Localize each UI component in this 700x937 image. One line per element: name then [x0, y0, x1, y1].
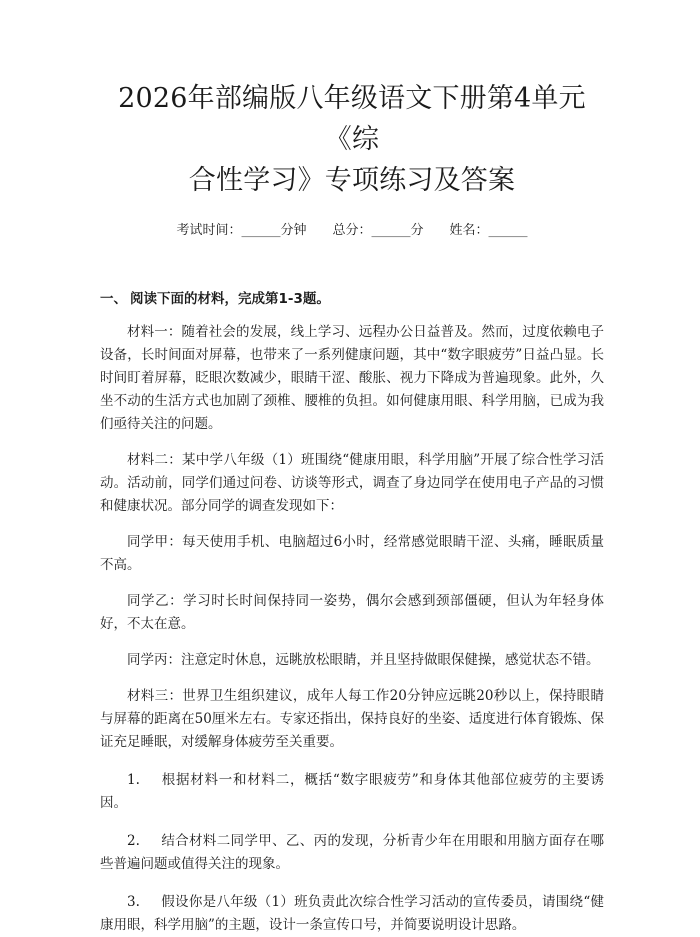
- question-2-number: 2.: [127, 833, 140, 849]
- question-1: [100, 769, 604, 815]
- question-3-number: 3.: [127, 894, 140, 910]
- student-name-field: 姓名：______: [449, 223, 528, 238]
- material-2-paragraph: 材料二：某中学八年级（1）班围绕“健康用眼，科学用脑”开展了综合性学习活动。活动前，同学们通过问卷、访谈等形式，调查了身边同学在使用电子产品的习惯和健康状况。部分同学的调查发现如下：: [100, 452, 604, 514]
- student-b-paragraph: 同学乙：学习时长时间保持同一姿势，偶尔会感到颈部僵硬，但认为年轻身体好，不太在意。: [100, 593, 604, 632]
- question-2-text: 结合材料二同学甲、乙、丙的发现，分析青少年在用眼和用脑方面存在哪些普遍问题或值得关注的现象。: [100, 833, 604, 872]
- question-2: [100, 830, 604, 876]
- question-1-number: 1.: [127, 772, 140, 788]
- student-c-paragraph: 同学丙：注意定时休息，远眺放松眼睛，并且坚持做眼保健操，感觉状态不错。: [127, 652, 600, 668]
- material-1-paragraph: 材料一：随着社会的发展，线上学习、远程办公日益普及。然而，过度依赖电子设备，长时间面对屏幕，也带来了一系列健康问题，其中“数字眼疲劳”日益凸显。长时间盯着屏幕，眨眼次数减少，眼睛干涩、酸胀、视力下降成为普遍现象。此外，久坐不动的生活方式也加剧了颈椎、腰椎的负担。如何健康用眼、科学用脑，已成为我们亟待关注的问题。: [100, 324, 604, 432]
- document-title: [100, 78, 604, 201]
- title-line-1: 2026年部编版八年级语文下册第4单元《综: [118, 83, 586, 155]
- material-3-paragraph: 材料三：世界卫生组织建议，成年人每工作20分钟应远眺20秒以上，保持眼睛与屏幕的距离在50厘米左右。专家还指出，保持良好的坐姿、适度进行体育锻炼、保证充足睡眠，对缓解身体疲劳至关重要。: [100, 688, 604, 750]
- student-a-paragraph: 同学甲：每天使用手机、电脑超过6小时，经常感觉眼睛干涩、头痛，睡眠质量不高。: [100, 534, 604, 573]
- question-3: [100, 891, 604, 937]
- section-heading: [100, 289, 604, 309]
- exam-score-field: 总分：______分: [332, 223, 424, 238]
- exam-time-field: 考试时间：______分钟: [176, 223, 307, 238]
- question-1-text: 根据材料一和材料二，概括“数字眼疲劳”和身体其他部位疲劳的主要诱因。: [100, 772, 604, 811]
- title-line-2: 合性学习》专项练习及答案: [188, 165, 516, 196]
- section-heading-text: 阅读下面的材料，完成第1-3题。: [130, 291, 330, 307]
- exam-info: [100, 221, 604, 241]
- question-3-text: 假设你是八年级（1）班负责此次综合性学习活动的宣传委员，请围绕“健康用眼，科学用脑”的主题，设计一条宣传口号，并简要说明设计思路。: [100, 894, 604, 933]
- section-number: 一、: [100, 291, 127, 307]
